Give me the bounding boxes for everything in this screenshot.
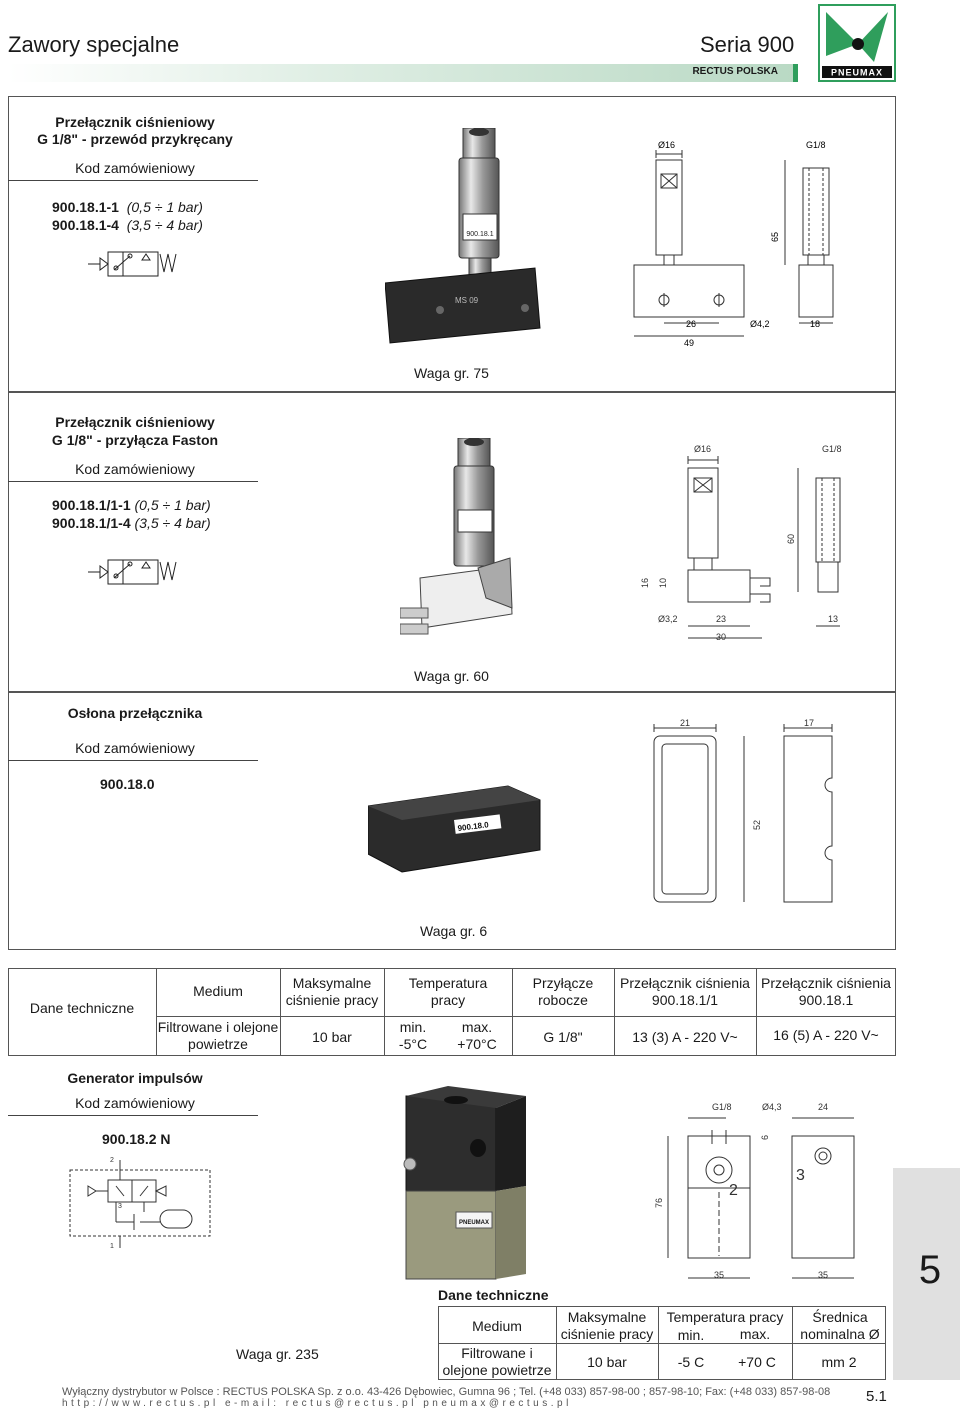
svg-text:30: 30: [716, 632, 727, 642]
s4-th-diameter: Średnica nominalna Ø: [800, 1309, 880, 1342]
tech-row-label: Dane techniczne: [29, 1000, 135, 1016]
header-bar-accent: [793, 64, 798, 82]
svg-text:G1/8: G1/8: [712, 1102, 732, 1112]
s4-td-diameter: mm 2: [821, 1354, 857, 1370]
s4-th-temp-min: min.: [677, 1327, 705, 1343]
footer-distributor: Wyłączny dystrybutor w Polsce : RECTUS POLSKA Sp. z o.o. 43-426 Dębowiec, Gumna 96 ; Tel. (+48 033) 857-98-00 ; 857-98-10; Fax: (+48 033) 857-98-08: [62, 1386, 831, 1398]
td-temp-min: min. -5°C: [398, 1019, 428, 1052]
section3-title: Osłona przełącznika: [67, 705, 203, 721]
section2-title-line1: Przełącznik ciśnieniowy: [55, 414, 215, 430]
section1-title-line2: G 1/8" - przewód przykręcany: [37, 131, 233, 147]
section2-order-label: Kod zamówieniowy: [75, 461, 195, 477]
switch-cover-photo: [368, 776, 548, 876]
svg-text:G1/8: G1/8: [806, 140, 826, 150]
chapter-number: 5: [918, 1248, 942, 1292]
dimension-drawing-3: [640, 712, 860, 910]
section1-title-line1: Przełącznik ciśnieniowy: [55, 114, 215, 130]
svg-text:23: 23: [716, 614, 727, 624]
section4-weight: Waga gr. 235: [236, 1346, 319, 1362]
td-medium: Filtrowane i olejone powietrze: [157, 1019, 279, 1052]
dimension-drawing-2: [632, 438, 872, 650]
svg-text:Ø16: Ø16: [694, 444, 712, 454]
svg-text:900.18.1: 900.18.1: [466, 231, 494, 238]
pneumax-logo: [818, 4, 896, 82]
td-connection: G 1/8": [543, 1029, 583, 1045]
svg-text:3: 3: [796, 1167, 805, 1184]
td-switch-b: 16 (5) A - 220 V~: [773, 1027, 879, 1043]
svg-text:26: 26: [686, 319, 697, 329]
faston-switch-photo: [400, 438, 520, 643]
section1-codes: 900.18.1-1 (0,5 ÷ 1 bar) 900.18.1-4 (3,5 ÷ 4 bar): [52, 199, 203, 233]
s4-td-temp-min: -5 C: [677, 1354, 705, 1370]
pulse-generator-photo: [396, 1086, 536, 1282]
svg-text:2: 2: [729, 1182, 738, 1199]
svg-text:60: 60: [786, 533, 796, 544]
s4-th-temperature: Temperatura pracy: [666, 1309, 784, 1325]
switch-symbol-1: [88, 244, 188, 284]
s4-th-pressure: Maksymalne ciśnienie pracy: [560, 1309, 654, 1342]
svg-text:900.18.0: 900.18.0: [457, 820, 490, 833]
th-switch-a: Przełącznik ciśnienia 900.18.1/1: [620, 975, 750, 1008]
th-pressure: Maksymalne ciśnienie pracy: [285, 975, 379, 1008]
s4-td-medium: Filtrowane i olejone powietrze: [442, 1345, 552, 1378]
svg-text:Ø4,3: Ø4,3: [762, 1102, 782, 1112]
section3-order-label: Kod zamówieniowy: [75, 740, 195, 756]
th-switch-b: Przełącznik ciśnienia 900.18.1: [761, 975, 891, 1008]
dimension-drawing-1: [620, 138, 880, 348]
series-label: Seria 900: [700, 32, 795, 57]
section3-code: 900.18.0: [100, 776, 155, 792]
svg-text:Ø3,2: Ø3,2: [658, 614, 678, 624]
td-temp-max: max. +70°C: [457, 1019, 497, 1052]
svg-text:35: 35: [714, 1270, 725, 1280]
svg-text:PNEUMAX: PNEUMAX: [458, 1220, 490, 1226]
svg-text:MS 09: MS 09: [455, 296, 479, 305]
svg-text:PNEUMAX: PNEUMAX: [830, 67, 884, 78]
section1-order-label: Kod zamówieniowy: [75, 160, 195, 176]
svg-text:65: 65: [770, 231, 780, 242]
svg-text:G1/8: G1/8: [822, 444, 842, 454]
page-number: 5.1: [866, 1388, 887, 1405]
dimension-drawing-4: [640, 1096, 880, 1288]
section2-weight: Waga gr. 60: [414, 668, 489, 684]
svg-text:24: 24: [818, 1102, 829, 1112]
svg-text:6: 6: [760, 1134, 770, 1140]
svg-text:13: 13: [828, 614, 839, 624]
pressure-switch-photo: [385, 128, 545, 353]
section4-tech-title: Dane techniczne: [438, 1287, 549, 1303]
section4-title: Generator impulsów: [67, 1070, 203, 1086]
th-medium: Medium: [193, 983, 243, 999]
th-connection: Przyłącze robocze: [532, 975, 594, 1008]
pulse-generator-schematic: [66, 1152, 216, 1252]
switch-symbol-2: [88, 552, 188, 592]
svg-text:49: 49: [684, 338, 695, 348]
svg-text:1: 1: [110, 1243, 114, 1250]
svg-text:18: 18: [810, 319, 821, 329]
svg-text:35: 35: [818, 1270, 829, 1280]
svg-text:2: 2: [110, 1157, 114, 1164]
svg-text:21: 21: [680, 718, 691, 728]
s4-th-medium: Medium: [472, 1318, 522, 1334]
section2-title-line2: G 1/8" - przyłącza Faston: [51, 432, 219, 448]
td-switch-a: 13 (3) A - 220 V~: [632, 1029, 738, 1045]
page-title: Zawory specjalne: [8, 32, 180, 57]
section2-codes: 900.18.1/1-1 (0,5 ÷ 1 bar) 900.18.1/1-4 (3,5 ÷ 4 bar): [52, 497, 211, 531]
section4-code: 900.18.2 N: [102, 1131, 171, 1147]
svg-text:52: 52: [752, 819, 762, 830]
svg-text:17: 17: [804, 718, 815, 728]
svg-text:3: 3: [118, 1203, 122, 1210]
s4-td-temp-max: +70 C: [738, 1354, 776, 1370]
svg-text:16: 16: [640, 577, 650, 588]
svg-text:Ø16: Ø16: [658, 140, 676, 150]
svg-text:76: 76: [654, 1197, 664, 1208]
s4-td-pressure: 10 bar: [587, 1354, 627, 1370]
svg-text:Ø4,2: Ø4,2: [750, 319, 770, 329]
footer-links: http://www.rectus.pl e-mail: rectus@rectus.pl pneumax@rectus.pl: [62, 1398, 572, 1409]
th-temperature: Temperatura pracy: [408, 975, 488, 1008]
distributor-label: RECTUS POLSKA: [692, 66, 778, 77]
section4-order-label: Kod zamówieniowy: [75, 1095, 195, 1111]
section1-weight: Waga gr. 75: [414, 365, 489, 381]
td-pressure: 10 bar: [312, 1029, 352, 1045]
section3-weight: Waga gr. 6: [420, 923, 488, 939]
s4-th-temp-max: max.: [739, 1326, 771, 1342]
svg-text:10: 10: [658, 577, 668, 588]
header-bar: [8, 64, 798, 82]
